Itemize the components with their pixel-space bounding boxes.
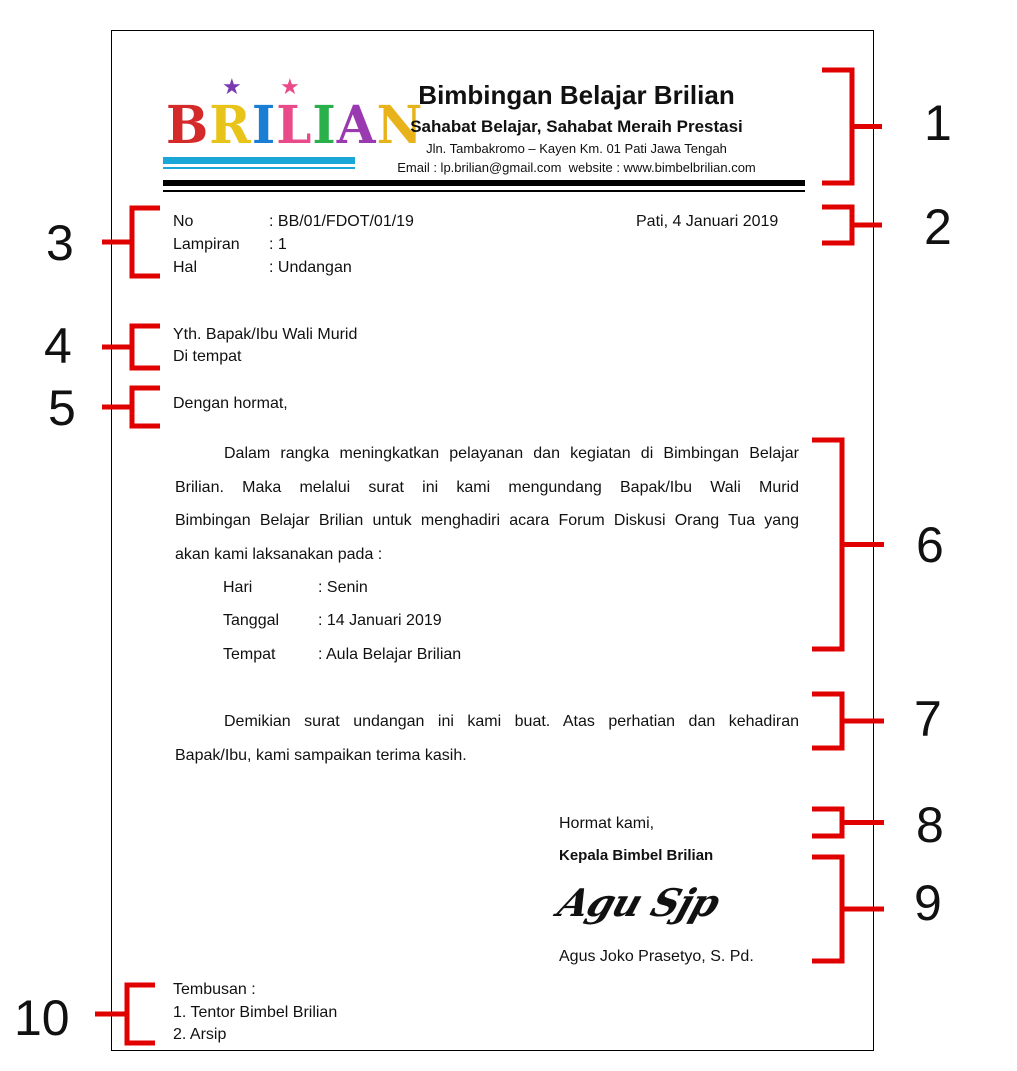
salutation: Dengan hormat, <box>173 395 288 412</box>
signature-position: Kepala Bimbel Brilian <box>559 847 714 864</box>
annotation-number-1: 1 <box>924 95 952 151</box>
star-icon: ★ <box>280 74 300 99</box>
annotation-bracket <box>812 857 884 961</box>
annotation-number-9: 9 <box>914 875 942 931</box>
detail-label-tanggal: Tanggal <box>223 612 280 629</box>
annotation-number-6: 6 <box>916 517 944 573</box>
meta-label-lampiran: Lampiran <box>173 236 240 253</box>
detail-value-tempat: : Aula Belajar Brilian <box>318 646 462 663</box>
signature-name: Agus Joko Prasetyo, S. Pd. <box>559 948 754 965</box>
annotation-bracket <box>812 440 884 649</box>
body-line: Bimbingan Belajar Brilian untuk menghadiri acara Forum Diskusi Orang Tua yang <box>175 512 799 529</box>
logo-letter: B <box>166 93 210 156</box>
annotation-number-3: 3 <box>46 215 74 271</box>
meta-label-hal: Hal <box>173 259 198 276</box>
annotation-number-10: 10 <box>14 990 70 1046</box>
detail-value-hari: : Senin <box>318 579 368 596</box>
org-contact: Email : lp.brilian@gmail.com website : www.bimbelbrilian.com <box>397 160 756 175</box>
detail-value-tanggal: : 14 Januari 2019 <box>318 612 442 629</box>
logo-letter: A <box>336 93 377 156</box>
logo-letter: I <box>251 93 277 156</box>
body-line: akan kami laksanakan pada : <box>175 546 383 563</box>
annotation-bracket <box>822 207 882 243</box>
closing-line: Demikian surat undangan ini kami buat. Atas perhatian dan kehadiran <box>224 713 799 730</box>
org-address: Jln. Tambakromo – Kayen Km. 01 Pati Jawa Tengah <box>426 141 727 156</box>
meta-value-no: : BB/01/FDOT/01/19 <box>269 213 414 230</box>
detail-label-tempat: Tempat <box>223 646 276 663</box>
annotation-number-5: 5 <box>48 380 76 436</box>
annotation-number-2: 2 <box>924 199 952 255</box>
annotation-bracket <box>812 809 884 836</box>
org-title: Bimbingan Belajar Brilian <box>418 80 735 110</box>
annotation-bracket <box>102 388 160 426</box>
annotation-number-4: 4 <box>44 318 72 374</box>
annotation-bracket <box>822 70 882 183</box>
closing-line: Bapak/Ibu, kami sampaikan terima kasih. <box>175 747 467 764</box>
cc-item: 2. Arsip <box>173 1026 227 1043</box>
body-line: Brilian. Maka melalui surat ini kami mengundang Bapak/Ibu Wali Murid <box>175 479 799 496</box>
recipient-line: Yth. Bapak/Ibu Wali Murid <box>173 326 358 343</box>
handwritten-signature: Agu Sjp <box>552 880 725 925</box>
meta-value-lampiran: : 1 <box>269 236 287 253</box>
body-line: Dalam rangka meningkatkan pelayanan dan kegiatan di Bimbingan Belajar <box>224 445 799 462</box>
star-icon: ★ <box>222 74 242 99</box>
org-tagline: Sahabat Belajar, Sahabat Meraih Prestasi <box>410 117 743 136</box>
annotation-bracket <box>95 985 155 1043</box>
annotation-bracket <box>102 208 160 276</box>
signature-regards: Hormat kami, <box>559 815 655 832</box>
recipient-place: Di tempat <box>173 348 242 365</box>
annotation-bracket <box>102 326 160 368</box>
logo-letter: I <box>312 93 337 156</box>
meta-label-no: No <box>173 213 194 230</box>
annotation-number-7: 7 <box>914 691 942 747</box>
meta-value-hal: : Undangan <box>269 259 352 276</box>
cc-heading: Tembusan : <box>173 981 256 998</box>
logo-letter: L <box>276 93 313 156</box>
annotation-bracket <box>812 694 884 748</box>
cc-item: 1. Tentor Bimbel Brilian <box>173 1004 338 1021</box>
annotation-number-8: 8 <box>916 797 944 853</box>
letter-date: Pati, 4 Januari 2019 <box>636 213 779 230</box>
detail-label-hari: Hari <box>223 579 253 596</box>
logo-letter: N <box>376 93 424 156</box>
logo-letter: R <box>209 93 252 156</box>
